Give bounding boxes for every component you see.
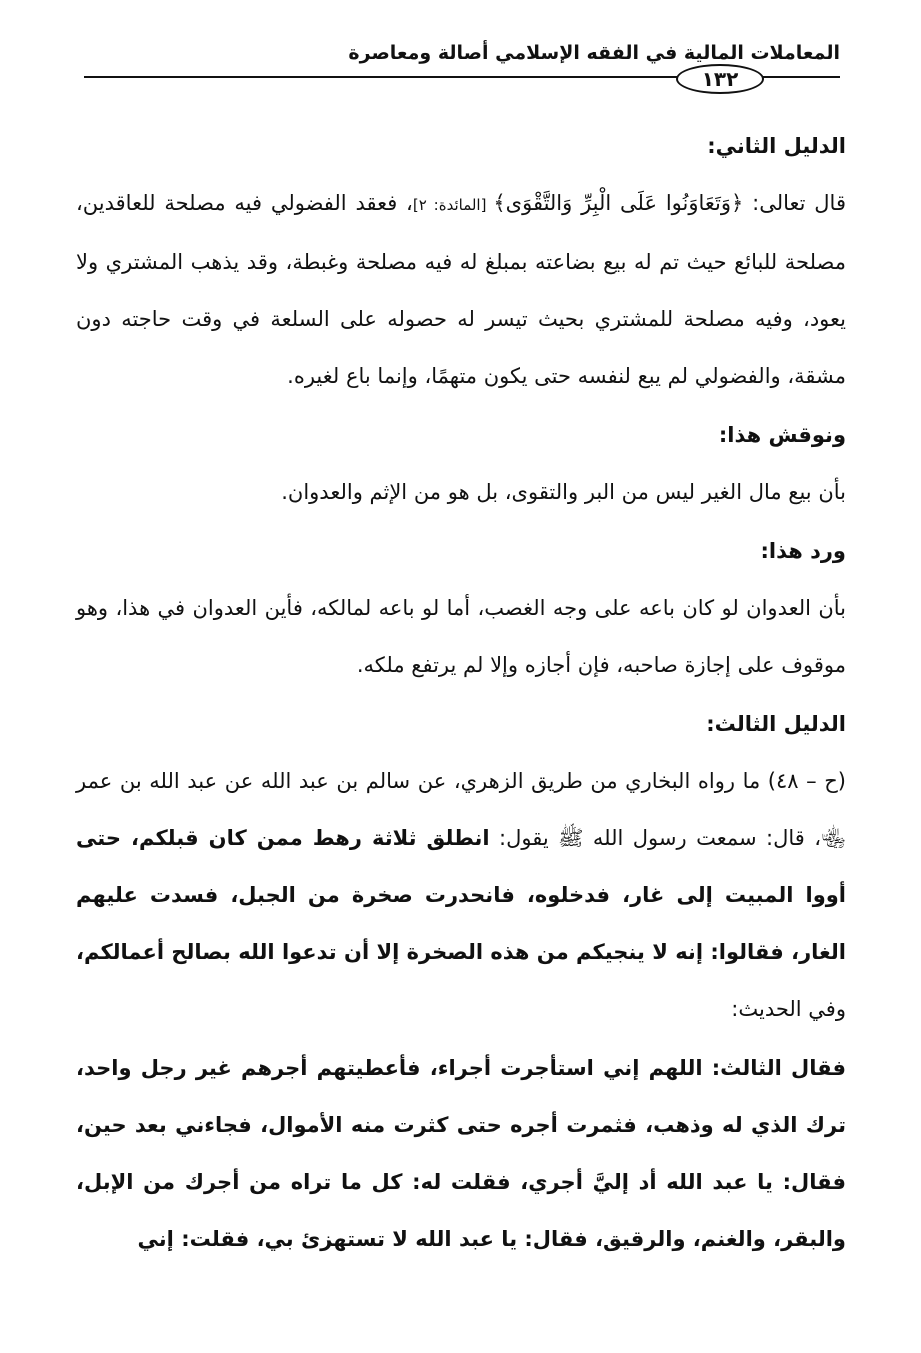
running-title: المعاملات المالية في الفقه الإسلامي أصالة ومعاصرة — [348, 42, 840, 64]
paragraph-continuation: ، فعقد الفضولي فيه مصلحة للعاقدين، مصلحة للبائع حيث تم له بيع بضاعته بمبلغ له فيه مصلحة وغبطة، وقد يذهب المشتري ولا يعود، وفيه مصلحة للمشتري بحيث تيسر له حصوله على السلعة في وقت حاجته دون مشقة، والفضولي لم يبع لنفسه حتى يكون متهمًا، وإنما باع لغيره. — [76, 191, 846, 388]
paragraph-lead: قال تعالى: — [743, 191, 846, 215]
page-body — [76, 118, 846, 1268]
paragraph-quran-argument — [76, 175, 846, 405]
heading-second-evidence: الدليل الثاني: — [707, 134, 846, 158]
page-header — [84, 40, 840, 100]
verse-citation: [المائدة: ٢] — [412, 196, 494, 214]
paragraph-objection: بأن بيع مال الغير ليس من البر والتقوى، بل هو من الإثم والعدوان. — [281, 480, 846, 504]
hadith-chain: (ح – ٤٨) ما رواه البخاري من طريق الزهري، عن سالم بن عبد الله عن عبد الله بن عمر ﵄، قال: سمعت رسول الله ﷺ يقول: — [76, 769, 846, 850]
heading-objection: ونوقش هذا: — [718, 423, 846, 447]
heading-reply: ورد هذا: — [760, 539, 846, 563]
heading-third-evidence: الدليل الثالث: — [706, 712, 846, 736]
hadith-text: انطلق ثلاثة رهط ممن كان قبلكم، حتى أووا المبيت إلى غار، فدخلوه، فانحدرت صخرة من الجبل، فسدت عليهم الغار، فقالوا: إنه لا ينجيكم من هذه الصخرة إلا أن تدعوا الله بصالح أعمالكم، — [76, 826, 846, 964]
page-number: ١٣٢ — [676, 64, 764, 94]
hadith-note: وفي الحديث: — [731, 997, 846, 1021]
paragraph-hadith-continuation: فقال الثالث: اللهم إني استأجرت أجراء، فأعطيتهم أجرهم غير رجل واحد، ترك الذي له وذهب، فثمرت أجره حتى كثرت منه الأموال، فجاءني بعد حين، فقال: يا عبد الله أد إليَّ أجري، فقلت له: كل ما تراه من أجرك من الإبل، والبقر، والغنم، والرقيق، فقال: يا عبد الله لا تستهزئ بي، فقلت: إني — [76, 1056, 846, 1251]
paragraph-hadith — [76, 753, 846, 1038]
quran-verse: ﴿وَتَعَاوَنُوا عَلَى الْبِرِّ وَالتَّقْوَى﴾ — [493, 191, 744, 215]
paragraph-reply: بأن العدوان لو كان باعه على وجه الغصب، أما لو باعه لمالكه، فأين العدوان في هذا، وهو موقوف على إجازة صاحبه، فإن أجازه وإلا لم يرتفع ملكه. — [76, 596, 846, 677]
